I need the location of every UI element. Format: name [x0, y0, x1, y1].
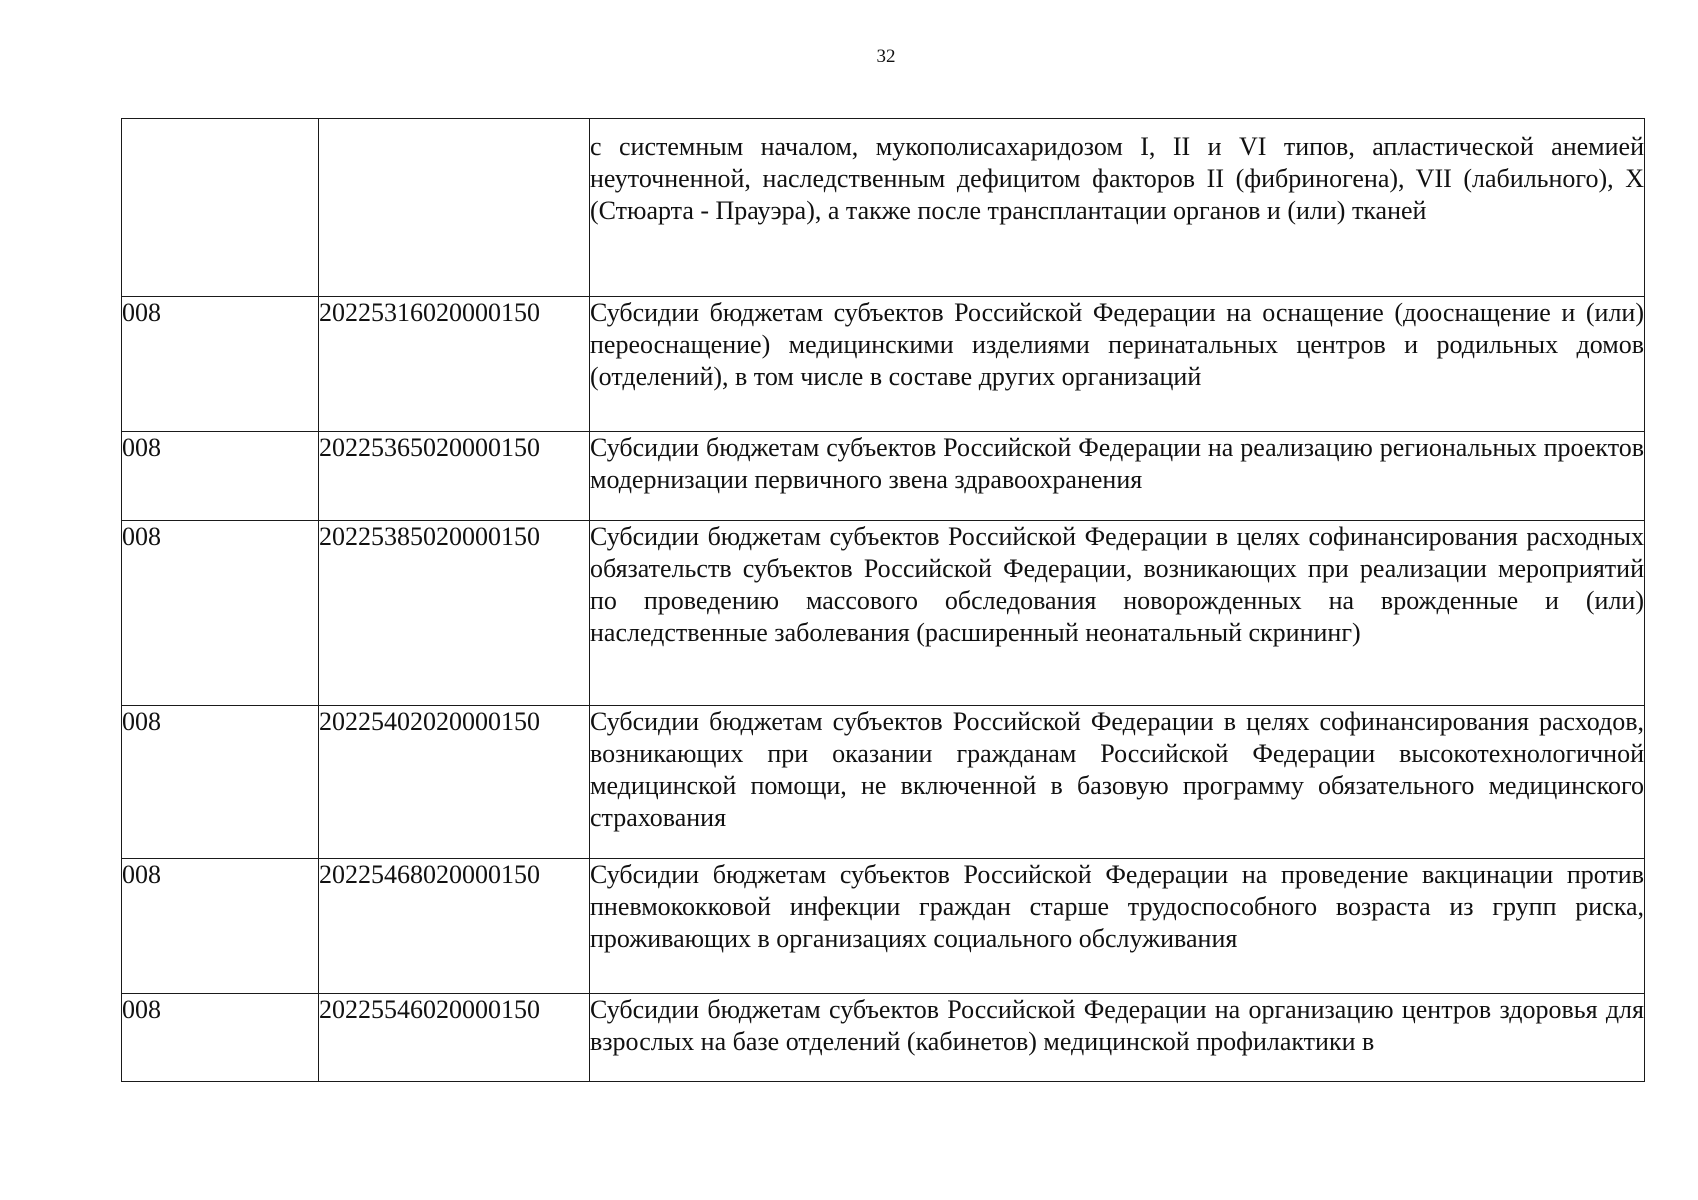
table-row	[122, 297, 1645, 432]
budget-code-cell: 20225385020000150	[319, 521, 590, 706]
budget-code-cell: 20225316020000150	[319, 297, 590, 432]
description-cell: Субсидии бюджетам субъектов Российской Федерации на оснащение (дооснащение и (или) переоснащение) медицинскими изделиями перинатальных центров и родильных домов (отделений), в том числе в составе других организаций	[590, 297, 1645, 432]
admin-code-cell: 008	[122, 706, 319, 859]
description-cell: Субсидии бюджетам субъектов Российской Федерации на реализацию региональных проектов модернизации первичного звена здравоохранения	[590, 432, 1645, 521]
budget-code-cell: 20225546020000150	[319, 994, 590, 1082]
table-row	[122, 706, 1645, 859]
budget-code-cell: 20225402020000150	[319, 706, 590, 859]
admin-code-cell: 008	[122, 297, 319, 432]
table-row	[122, 521, 1645, 706]
description-cell: Субсидии бюджетам субъектов Российской Федерации в целях софинансирования расходов, возникающих при оказании гражданам Российской Федерации высокотехнологичной медицинской помощи, не включенной в базовую программу обязательного медицинского страхования	[590, 706, 1645, 859]
admin-code-cell: 008	[122, 994, 319, 1082]
description-cell: с системным началом, мукополисахаридозом I, II и VI типов, апластической анемией неуточненной, наследственным дефицитом факторов II (фибриногена), VII (лабильного), X (Стюарта - Прауэра), а также после трансплантации органов и (или) тканей	[590, 119, 1645, 297]
budget-code-cell: 20225365020000150	[319, 432, 590, 521]
description-cell: Субсидии бюджетам субъектов Российской Федерации в целях софинансирования расходных обязательств субъектов Российской Федерации, возникающих при реализации мероприятий по проведению массового обследования новорожденных на врожденные и (или) наследственные заболевания (расширенный неонатальный скрининг)	[590, 521, 1645, 706]
admin-code-cell	[122, 119, 319, 297]
admin-code-cell: 008	[122, 432, 319, 521]
table-row	[122, 432, 1645, 521]
budget-code-table	[121, 118, 1645, 1082]
budget-code-cell	[319, 119, 590, 297]
table-row	[122, 994, 1645, 1082]
admin-code-cell: 008	[122, 521, 319, 706]
description-cell: Субсидии бюджетам субъектов Российской Федерации на организацию центров здоровья для взрослых на базе отделений (кабинетов) медицинской профилактики в	[590, 994, 1645, 1082]
admin-code-cell: 008	[122, 859, 319, 994]
page-number: 32	[876, 46, 896, 67]
description-cell: Субсидии бюджетам субъектов Российской Федерации на проведение вакцинации против пневмококковой инфекции граждан старше трудоспособного возраста из групп риска, проживающих в организациях социального обслуживания	[590, 859, 1645, 994]
table-row	[122, 859, 1645, 994]
table-row	[122, 119, 1645, 297]
budget-code-cell: 20225468020000150	[319, 859, 590, 994]
